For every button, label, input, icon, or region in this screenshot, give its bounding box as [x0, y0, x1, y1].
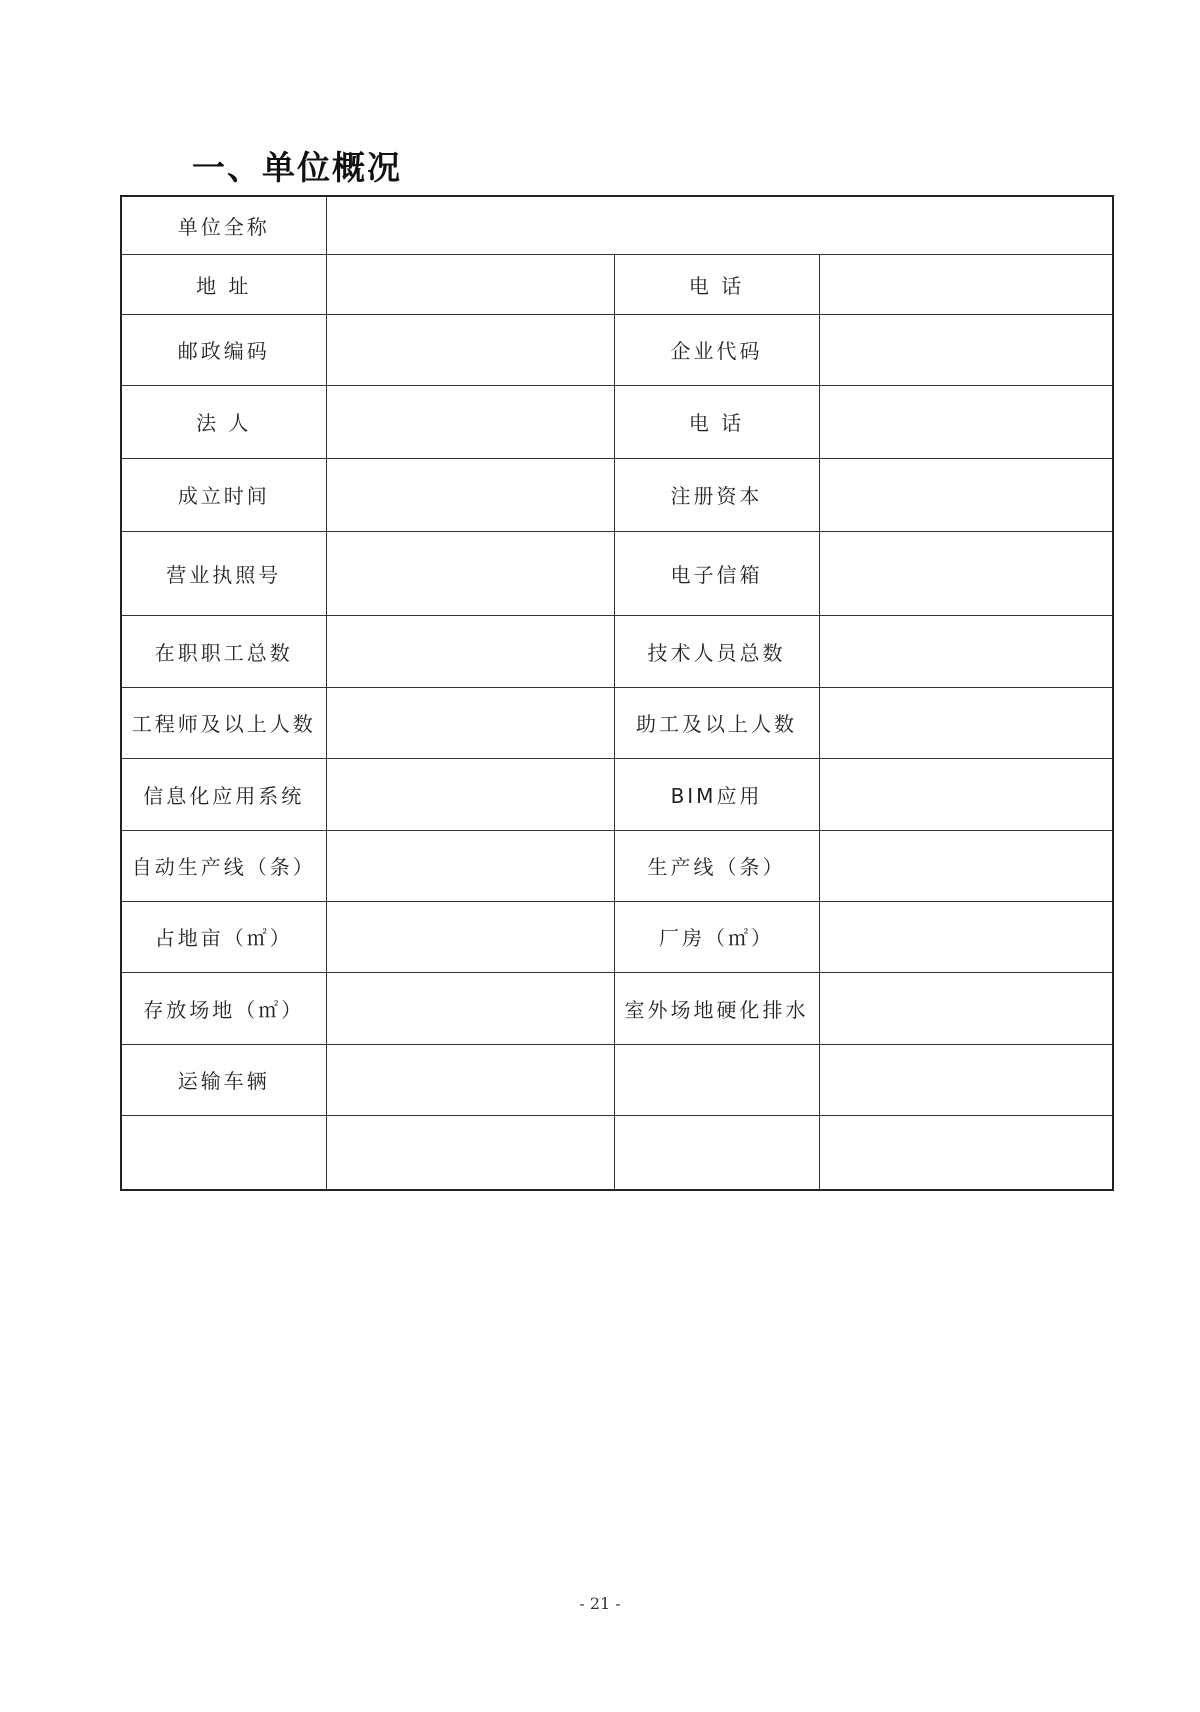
- storage-area-label: 存放场地（㎡）: [121, 972, 326, 1044]
- blank-cell[interactable]: [819, 1044, 1113, 1115]
- company-full-name-label: 单位全称: [121, 196, 326, 254]
- lines-value[interactable]: [819, 830, 1113, 901]
- transport-vehicles-value[interactable]: [326, 1044, 614, 1115]
- established-value[interactable]: [326, 458, 614, 531]
- table-row: [121, 1115, 1113, 1190]
- blank-cell[interactable]: [614, 1044, 819, 1115]
- total-staff-label: 在职职工总数: [121, 615, 326, 687]
- assistant-engineers-value[interactable]: [819, 687, 1113, 758]
- technical-staff-value[interactable]: [819, 615, 1113, 687]
- assistant-engineers-label: 助工及以上人数: [614, 687, 819, 758]
- company-info-table: [120, 195, 1114, 1191]
- auto-lines-value[interactable]: [326, 830, 614, 901]
- table-row: [121, 830, 1113, 901]
- bim-label: BIM应用: [614, 758, 819, 830]
- total-staff-value[interactable]: [326, 615, 614, 687]
- storage-area-value[interactable]: [326, 972, 614, 1044]
- engineers-value[interactable]: [326, 687, 614, 758]
- blank-cell[interactable]: [326, 1115, 614, 1190]
- postal-code-label: 邮政编码: [121, 314, 326, 385]
- section-title: 一、单位概况: [192, 148, 402, 187]
- email-value[interactable]: [819, 531, 1113, 615]
- address-label: 地 址: [121, 254, 326, 314]
- table-row: [121, 1044, 1113, 1115]
- bim-value[interactable]: [819, 758, 1113, 830]
- enterprise-code-value[interactable]: [819, 314, 1113, 385]
- plant-area-value[interactable]: [819, 901, 1113, 972]
- plant-area-label: 厂房（㎡）: [614, 901, 819, 972]
- outdoor-drainage-label: 室外场地硬化排水: [614, 972, 819, 1044]
- auto-lines-label: 自动生产线（条）: [121, 830, 326, 901]
- business-license-value[interactable]: [326, 531, 614, 615]
- phone-value[interactable]: [819, 254, 1113, 314]
- outdoor-drainage-value[interactable]: [819, 972, 1113, 1044]
- legal-person-value[interactable]: [326, 385, 614, 458]
- established-label: 成立时间: [121, 458, 326, 531]
- info-system-value[interactable]: [326, 758, 614, 830]
- legal-person-label: 法 人: [121, 385, 326, 458]
- company-full-name-value[interactable]: [326, 196, 1113, 254]
- transport-vehicles-label: 运输车辆: [121, 1044, 326, 1115]
- table-row: [121, 972, 1113, 1044]
- blank-cell[interactable]: [614, 1115, 819, 1190]
- lines-label: 生产线（条）: [614, 830, 819, 901]
- table-row: [121, 687, 1113, 758]
- legal-phone-label: 电 话: [614, 385, 819, 458]
- table-row: [121, 385, 1113, 458]
- business-license-label: 营业执照号: [121, 531, 326, 615]
- legal-phone-value[interactable]: [819, 385, 1113, 458]
- table-row: [121, 615, 1113, 687]
- address-value[interactable]: [326, 254, 614, 314]
- phone-label: 电 话: [614, 254, 819, 314]
- registered-capital-label: 注册资本: [614, 458, 819, 531]
- land-area-value[interactable]: [326, 901, 614, 972]
- table-row: [121, 314, 1113, 385]
- blank-cell[interactable]: [819, 1115, 1113, 1190]
- table-row: [121, 758, 1113, 830]
- engineers-label: 工程师及以上人数: [121, 687, 326, 758]
- email-label: 电子信箱: [614, 531, 819, 615]
- page-number: - 21 -: [579, 1594, 621, 1613]
- postal-code-value[interactable]: [326, 314, 614, 385]
- table-row: [121, 196, 1113, 254]
- enterprise-code-label: 企业代码: [614, 314, 819, 385]
- table-row: [121, 458, 1113, 531]
- info-system-label: 信息化应用系统: [121, 758, 326, 830]
- technical-staff-label: 技术人员总数: [614, 615, 819, 687]
- registered-capital-value[interactable]: [819, 458, 1113, 531]
- blank-cell[interactable]: [121, 1115, 326, 1190]
- table-row: [121, 901, 1113, 972]
- table-row: [121, 531, 1113, 615]
- land-area-label: 占地亩（㎡）: [121, 901, 326, 972]
- table-row: [121, 254, 1113, 314]
